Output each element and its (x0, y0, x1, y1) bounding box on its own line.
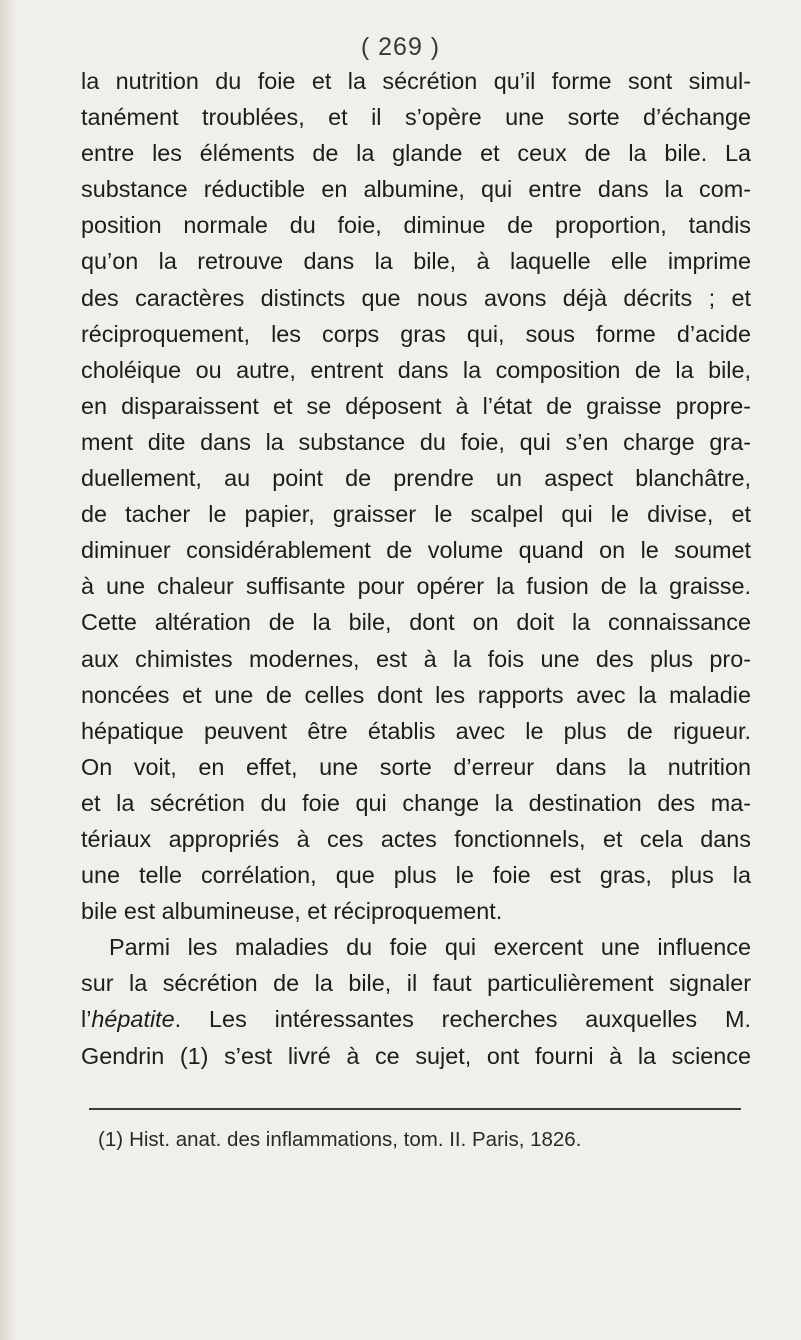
footnote-text: Hist. anat. des inflammations, tom. II. Paris, 1826. (129, 1128, 582, 1151)
text-line: sur la sécrétion de la bile, il faut particulièrement signaler (81, 970, 751, 997)
text-line: entre les éléments de la glande et ceux de la bile. La (81, 140, 751, 167)
text-line: aux chimistes modernes, est à la fois une des plus pro- (81, 645, 751, 672)
text-line: noncées et une de celles dont les rapports avec la maladie (81, 681, 751, 708)
text-line: Gendrin (1) s’est livré à ce sujet, ont fourni à la science (81, 1042, 751, 1069)
text-line: substance réductible en albumine, qui entre dans la com- (81, 176, 751, 203)
text-line: position normale du foie, diminue de proportion, tandis (81, 212, 751, 239)
text-fragment: . Les intéressantes recherches auxquelles M. (174, 1006, 751, 1033)
text-line: à une chaleur suffisante pour opérer la fusion de la graisse. (81, 573, 751, 600)
footnote-divider (89, 1108, 741, 1110)
text-line-with-italic (81, 1001, 751, 1037)
text-line: choléique ou autre, entrent dans la composition de la bile, (81, 356, 751, 383)
text-line: et la sécrétion du foie qui change la destination des ma- (81, 789, 751, 816)
footnote-marker: (1) (98, 1128, 124, 1151)
text-line: Cette altération de la bile, dont on doit la connaissance (81, 609, 751, 636)
text-line: qu’on la retrouve dans la bile, à laquelle elle imprime (81, 248, 751, 275)
footnote (98, 1128, 587, 1152)
text-line: tériaux appropriés à ces actes fonctionnels, et cela dans (81, 825, 751, 852)
text-line: tanément troublées, et il s’opère une sorte d’échange (81, 104, 751, 131)
text-fragment: l’ (81, 1006, 92, 1033)
text-line: la nutrition du foie et la sécrétion qu’il forme sont simul- (81, 68, 751, 94)
text-line: Parmi les maladies du foie qui exercent une influence (109, 934, 751, 961)
text-line: une telle corrélation, que plus le foie est gras, plus la (81, 862, 751, 889)
text-line: ment dite dans la substance du foie, qui s’en charge gra- (81, 428, 751, 455)
body-text (81, 63, 751, 1074)
text-line: hépatique peuvent être établis avec le plus de rigueur. (81, 717, 751, 744)
text-line: diminuer considérablement de volume quand on le soumet (81, 537, 751, 564)
text-line: de tacher le papier, graisser le scalpel qui le divise, et (81, 501, 751, 528)
text-line: duellement, au point de prendre un aspect blanchâtre, (81, 465, 751, 492)
page-number: ( 269 ) (360, 33, 441, 61)
page-edge-shadow (0, 0, 14, 1340)
text-line: en disparaissent et se déposent à l’état de graisse propre- (81, 392, 751, 419)
text-line: des caractères distincts que nous avons déjà décrits ; et (81, 284, 751, 311)
text-line: On voit, en effet, une sorte d’erreur dans la nutrition (81, 753, 751, 780)
text-line: réciproquement, les corps gras qui, sous forme d’acide (81, 320, 751, 347)
italic-term: hépatite (91, 1006, 175, 1033)
text-line: bile est albumineuse, et réciproquement. (81, 898, 503, 925)
